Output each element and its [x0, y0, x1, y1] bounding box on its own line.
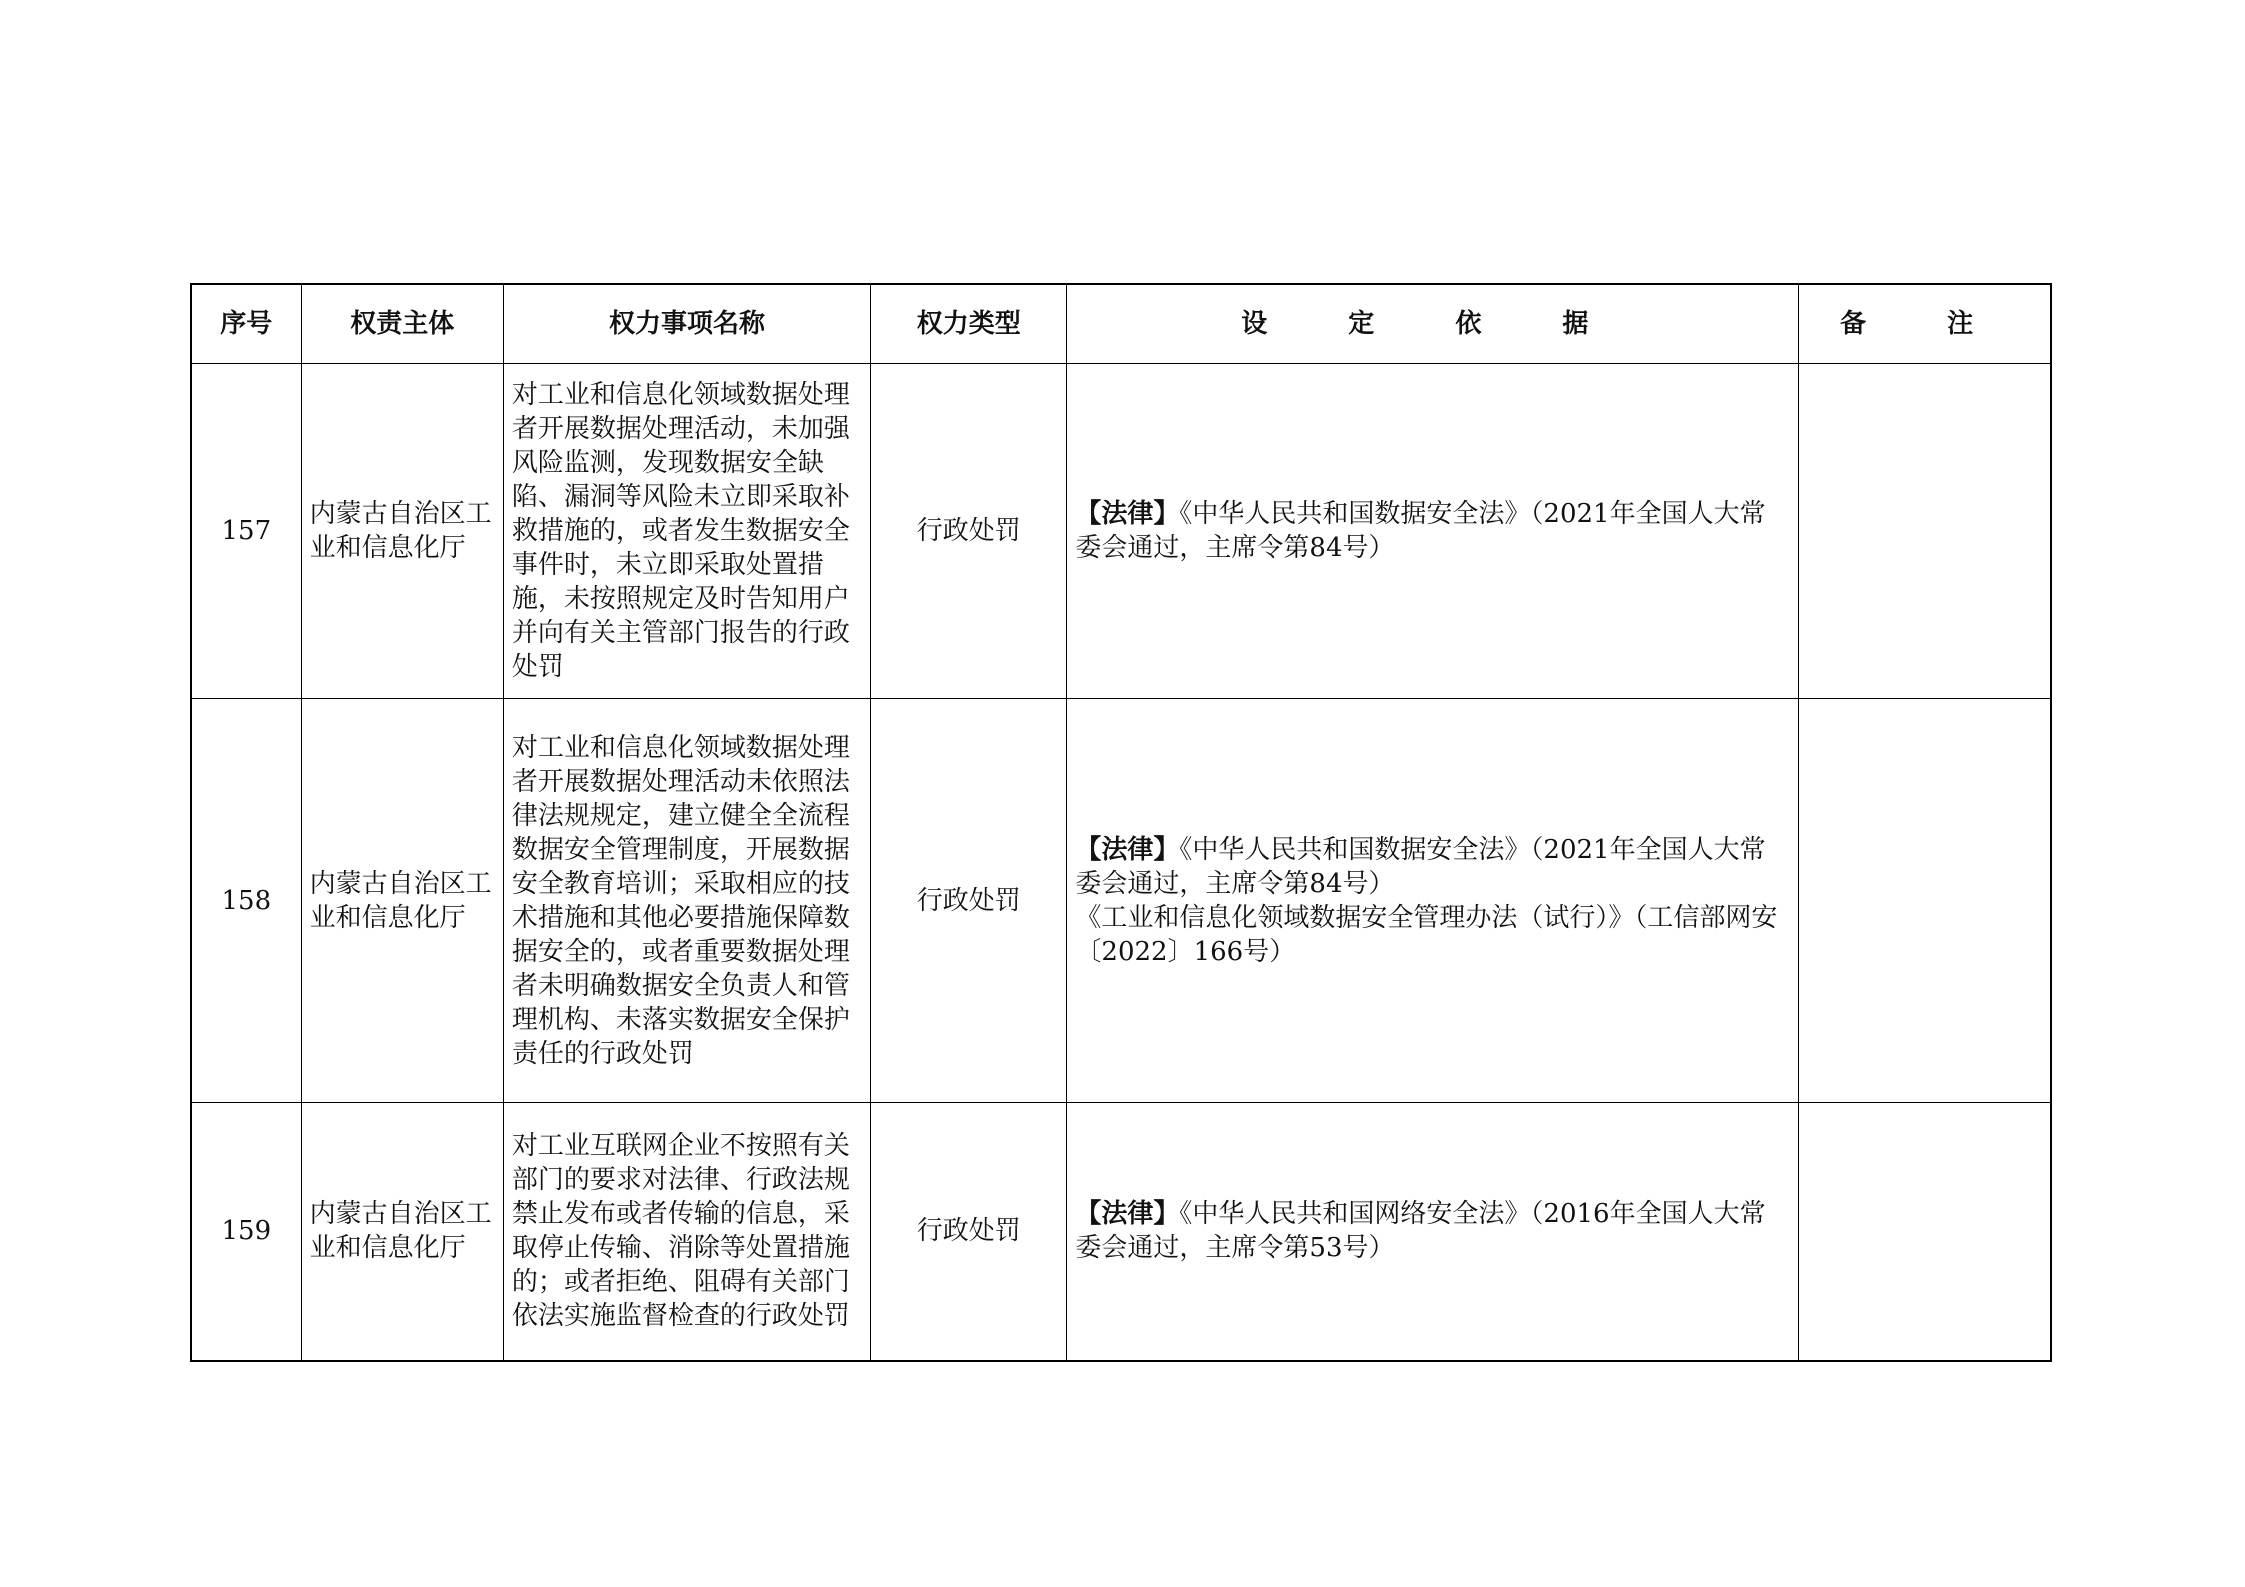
cell-name: 对工业互联网企业不按照有关部门的要求对法律、行政法规禁止发布或者传输的信息，采取停止传输、消除等处置措施的；或者拒绝、阻碍有关部门依法实施监督检查的行政处罚	[503, 1103, 870, 1361]
cell-basis	[1067, 699, 1799, 1103]
cell-type: 行政处罚	[871, 364, 1067, 699]
header-type: 权力类型	[871, 284, 1067, 364]
table-row	[191, 1103, 2051, 1361]
table-row	[191, 364, 2051, 699]
cell-remark	[1799, 1103, 2051, 1361]
header-basis: 设 定 依 据	[1067, 284, 1799, 364]
header-name: 权力事项名称	[503, 284, 870, 364]
basis-text: 《中华人民共和国数据安全法》（2021年全国人大常委会通过，主席令第84号）	[1075, 499, 1766, 563]
authority-list-table	[190, 283, 2052, 1362]
cell-seq: 158	[191, 699, 301, 1103]
cell-type: 行政处罚	[871, 1103, 1067, 1361]
cell-type: 行政处罚	[871, 699, 1067, 1103]
cell-subject: 内蒙古自治区工业和信息化厅	[301, 699, 503, 1103]
cell-remark	[1799, 699, 2051, 1103]
cell-subject: 内蒙古自治区工业和信息化厅	[301, 1103, 503, 1361]
basis-tag: 【法律】	[1075, 499, 1180, 529]
cell-name: 对工业和信息化领域数据处理者开展数据处理活动，未加强风险监测，发现数据安全缺陷、漏洞等风险未立即采取补救措施的，或者发生数据安全事件时，未立即采取处置措施，未按照规定及时告知用户并向有关主管部门报告的行政处罚	[503, 364, 870, 699]
basis-text: 《中华人民共和国网络安全法》（2016年全国人大常委会通过，主席令第53号）	[1075, 1199, 1766, 1264]
header-seq: 序号	[191, 284, 301, 364]
basis-text: 《中华人民共和国数据安全法》（2021年全国人大常委会通过，主席令第84号）	[1075, 834, 1766, 899]
cell-seq: 157	[191, 364, 301, 699]
cell-remark	[1799, 364, 2051, 699]
basis-tag: 【法律】	[1075, 834, 1180, 865]
header-subject: 权责主体	[301, 284, 503, 364]
table-header-row	[191, 284, 2051, 364]
basis-extra: 《工业和信息化领域数据安全管理办法（试行）》（工信部网安〔2022〕166号）	[1075, 902, 1778, 967]
basis-tag: 【法律】	[1075, 1199, 1180, 1230]
cell-name: 对工业和信息化领域数据处理者开展数据处理活动未依照法律法规规定，建立健全全流程数据安全管理制度，开展数据安全教育培训；采取相应的技术措施和其他必要措施保障数据安全的，或者重要数据处理者未明确数据安全负责人和管理机构、未落实数据安全保护责任的行政处罚	[503, 699, 870, 1103]
cell-basis	[1067, 1103, 1799, 1361]
table-row	[191, 699, 2051, 1103]
header-remark: 备 注	[1799, 284, 2051, 364]
cell-subject: 内蒙古自治区工业和信息化厅	[301, 364, 503, 699]
cell-basis	[1067, 364, 1799, 699]
cell-seq: 159	[191, 1103, 301, 1361]
